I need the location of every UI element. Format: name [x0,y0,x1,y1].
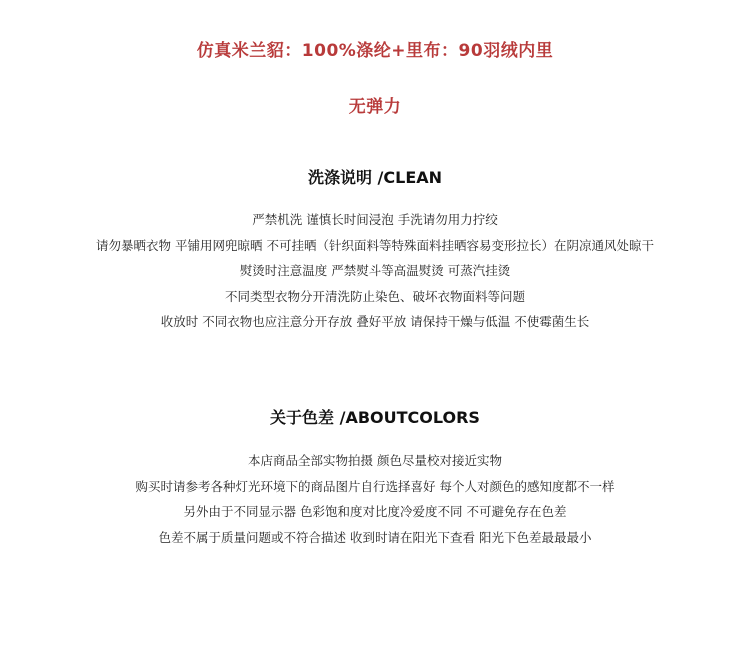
colors-heading: 关于色差 /ABOUTCOLORS [270,408,480,427]
elasticity-info: 无弹力 [348,97,402,117]
colors-line: 本店商品全部实物拍摄 颜色尽量校对接近实物 [248,453,502,468]
washing-line: 请勿暴晒衣物 平铺用网兜晾晒 不可挂晒（针织面料等特殊面料挂晒容易变形拉长）在阴凉通风处晾干 [96,238,654,253]
colors-line: 另外由于不同显示器 色彩饱和度对比度冷爱度不同 不可避免存在色差 [183,504,567,519]
washing-line: 熨烫时注意温度 严禁熨斗等高温熨烫 可蒸汽挂烫 [239,263,511,278]
colors-line: 购买时请参考各种灯光环境下的商品图片自行选择喜好 每个人对颜色的感知度都不一样 [135,479,615,494]
washing-heading: 洗涤说明 /CLEAN [307,168,443,187]
colors-line: 色差不属于质量问题或不符合描述 收到时请在阳光下查看 阳光下色差最最最小 [158,530,592,545]
washing-line: 严禁机洗 谨慎长时间浸泡 手洗请勿用力拧绞 [252,212,498,227]
washing-line: 不同类型衣物分开清洗防止染色、破坏衣物面料等问题 [224,289,525,304]
washing-line: 收放时 不同衣物也应注意分开存放 叠好平放 请保持干燥与低温 不使霉菌生长 [160,314,590,329]
material-composition: 仿真米兰貂：100%涤纶+里布：90羽绒内里 [196,41,554,61]
